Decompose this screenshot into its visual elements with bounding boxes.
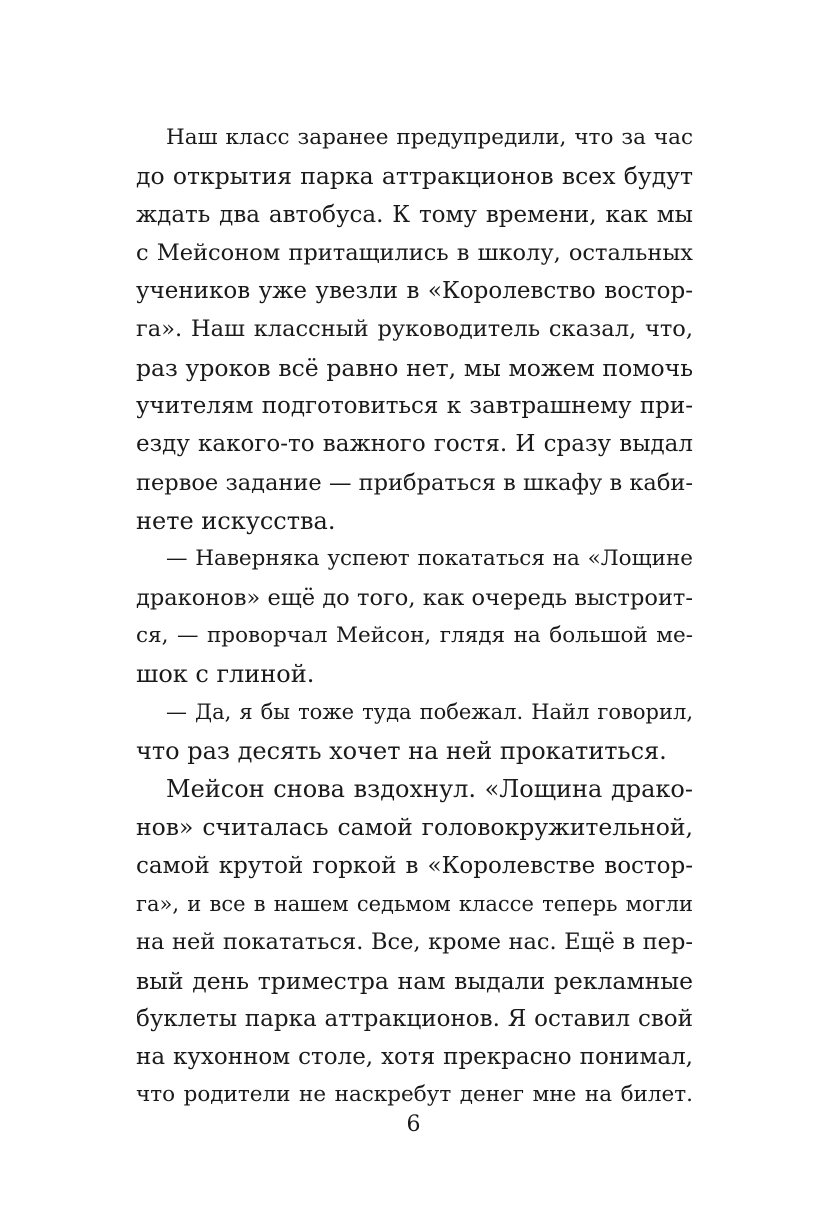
text-line: га». Наш классный руководитель сказал, что, bbox=[136, 316, 693, 343]
text-line: га», и все в нашем седьмом классе теперь могли bbox=[136, 891, 693, 916]
text-line: учителям подготовиться к завтрашнему при- bbox=[136, 393, 693, 420]
body-text bbox=[136, 119, 693, 1115]
text-line: до открытия парка аттракционов всех будут bbox=[136, 162, 693, 191]
text-line: нов» считалась самой головокружительной, bbox=[136, 813, 693, 842]
text-line: на кухонном столе, хотя прекрасно понимал, bbox=[136, 1044, 693, 1071]
text-line: — Да, я бы тоже туда побежал. Найл говорил, bbox=[166, 700, 693, 725]
text-line: езду какого-то важного гостя. И сразу выдал bbox=[136, 431, 693, 458]
paragraph-4 bbox=[136, 770, 693, 1115]
text-line: ся, — проворчал Мейсон, глядя на большой ме- bbox=[136, 622, 693, 648]
text-line: Наш класс заранее предупредили, что за час bbox=[166, 125, 693, 150]
text-line: ждать два автобуса. К тому времени, как мы bbox=[136, 201, 693, 228]
text-line: самой крутой горкой в «Королевстве востор- bbox=[136, 852, 693, 879]
paragraph-3 bbox=[136, 693, 693, 770]
text-line: вый день триместра нам выдали рекламные bbox=[136, 966, 693, 995]
page-number: 6 bbox=[406, 1112, 421, 1137]
text-line: с Мейсоном притащились в школу, остальных bbox=[136, 239, 693, 266]
text-line: шок с глиной. bbox=[136, 660, 315, 689]
text-line: — Наверняка успеют покататься на «Лощине bbox=[166, 546, 693, 572]
text-line: что родители не наскребут денег мне на билет. bbox=[136, 1082, 693, 1108]
text-line: на ней покататься. Все, кроме нас. Ещё в пер- bbox=[136, 929, 693, 956]
text-line: раз уроков всё равно нет, мы можем помочь bbox=[136, 353, 693, 382]
text-line: нете искусства. bbox=[136, 506, 336, 535]
text-line: что раз десять хочет на ней прокатиться. bbox=[136, 736, 667, 765]
text-line: учеников уже увезли в «Королевство востор- bbox=[136, 278, 693, 305]
text-line: Мейсон снова вздохнул. «Лощина драко- bbox=[166, 775, 693, 804]
text-line: первое задание — прибраться в шкафу в каби- bbox=[136, 469, 693, 496]
paragraph-2 bbox=[136, 540, 693, 693]
paragraph-1 bbox=[136, 119, 693, 540]
text-line: буклеты парка аттракционов. Я оставил свой bbox=[136, 1005, 693, 1032]
text-line: драконов» ещё до того, как очередь выстроит- bbox=[136, 584, 693, 611]
